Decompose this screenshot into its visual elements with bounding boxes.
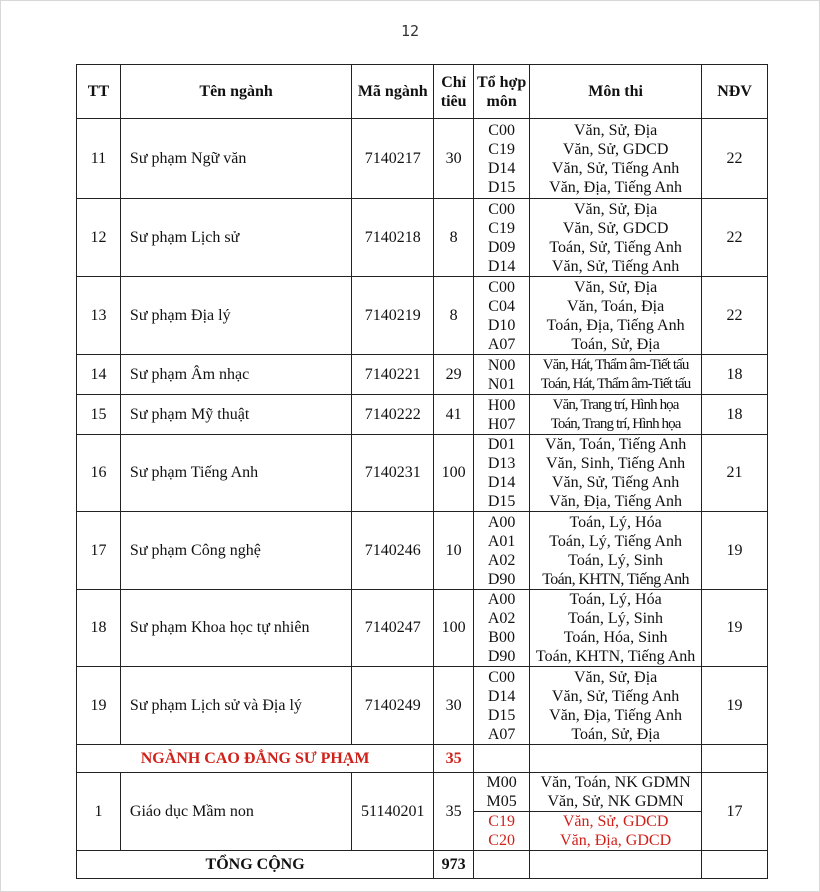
row-ndv: 19	[702, 667, 768, 745]
combo-code: A07	[487, 725, 516, 743]
section-row	[77, 745, 768, 773]
total-row	[77, 851, 768, 879]
combo-code: D09	[487, 238, 516, 256]
row-subjects	[530, 119, 702, 199]
combo-code: D90	[487, 648, 516, 665]
subject-set: Văn, Sử, Tiếng Anh	[551, 474, 680, 491]
subject-set: Văn, Toán, Tiếng Anh	[544, 436, 687, 453]
row-combos	[474, 199, 530, 277]
subject-set: Văn, Toán, NK GDMN	[540, 774, 691, 791]
row-tt: 17	[77, 512, 121, 590]
row-quota: 8	[434, 277, 474, 355]
subject-set: Toán, Hát, Thẩm âm-Tiết tấu	[540, 375, 691, 392]
combo-code: D90	[487, 570, 516, 588]
row-tt: 18	[77, 590, 121, 667]
table-row	[77, 119, 768, 199]
row-subjects	[530, 277, 702, 355]
page-number: 12	[400, 22, 420, 40]
row-combos	[474, 119, 530, 199]
combo-code: A01	[487, 532, 516, 550]
header-quota-line2: tiêu	[440, 92, 467, 110]
row-quota: 30	[434, 667, 474, 745]
row-ndv: 18	[702, 355, 768, 395]
row-combos	[474, 435, 530, 512]
combo-code: M05	[486, 793, 517, 810]
row-combos	[474, 277, 530, 355]
combo-code: D15	[487, 178, 516, 196]
subject-set: Văn, Sử, Địa	[573, 278, 658, 296]
table-row	[77, 395, 768, 435]
row-combos	[474, 395, 530, 435]
row-major-code: 7140218	[352, 199, 434, 277]
header-major-code: Mã ngành	[352, 65, 434, 119]
subject-set: Văn, Hát, Thẩm âm-Tiết tấu	[542, 356, 689, 373]
row-subjects	[530, 435, 702, 512]
subject-set: Văn, Sử, Địa	[573, 121, 658, 139]
row-quota: 29	[434, 355, 474, 395]
row-tt: 13	[77, 277, 121, 355]
subject-set: Văn, Địa, GDCD	[560, 832, 672, 849]
total-empty-ndv	[702, 851, 768, 879]
row-quota: 8	[434, 199, 474, 277]
row-tt: 16	[77, 435, 121, 512]
header-combo-line1: Tổ hợp	[476, 73, 527, 91]
subject-set: Toán, Lý, Sinh	[568, 610, 664, 627]
row-tt: 1	[77, 773, 121, 851]
row-ndv: 22	[702, 277, 768, 355]
row-major-code: 7140246	[352, 512, 434, 590]
section-quota: 35	[434, 745, 474, 773]
header-combo	[474, 65, 530, 119]
subject-set: Văn, Sử, Tiếng Anh	[551, 159, 680, 177]
combo-code: C00	[488, 200, 515, 218]
row-major-code: 7140217	[352, 119, 434, 199]
row-tt: 14	[77, 355, 121, 395]
combo-code: D14	[487, 257, 516, 275]
header-ndv: NĐV	[702, 65, 768, 119]
subject-set: Toán, Lý, Tiếng Anh	[549, 532, 682, 550]
row-major-name: Sư phạm Ngữ văn	[120, 119, 351, 199]
section-empty-combo	[474, 745, 530, 773]
row-ndv: 22	[702, 199, 768, 277]
row-major-name: Sư phạm Lịch sử và Địa lý	[120, 667, 351, 745]
combo-code: C19	[488, 140, 515, 158]
combo-code: C00	[488, 121, 515, 139]
row-ndv: 19	[702, 590, 768, 667]
row-major-code: 7140231	[352, 435, 434, 512]
row-tt: 15	[77, 395, 121, 435]
row-quota: 35	[434, 773, 474, 851]
total-label: TỔNG CỘNG	[77, 851, 434, 879]
combo-code: D14	[487, 687, 516, 705]
subject-set: Toán, KHTN, Tiếng Anh	[542, 570, 689, 588]
combo-code: D14	[487, 474, 516, 491]
subject-set: Văn, Địa, Tiếng Anh	[549, 493, 683, 510]
table-row	[77, 435, 768, 512]
header-quota-line1: Chỉ	[441, 73, 467, 91]
section-empty-ndv	[702, 745, 768, 773]
combo-code: A02	[487, 610, 516, 627]
combo-code: D15	[487, 706, 516, 724]
subject-set: Toán, Sử, Địa	[571, 335, 660, 353]
combo-code: A07	[487, 335, 516, 353]
combo-code: D01	[487, 436, 516, 453]
combo-code: B00	[488, 629, 515, 646]
row-major-name: Sư phạm Lịch sử	[120, 199, 351, 277]
row-major-name: Sư phạm Công nghệ	[120, 512, 351, 590]
subject-set: Toán, Hóa, Sinh	[563, 629, 668, 646]
subject-set: Văn, Trang trí, Hình họa	[552, 396, 679, 413]
subject-set: Toán, Địa, Tiếng Anh	[546, 316, 685, 334]
row-major-code: 7140249	[352, 667, 434, 745]
row-subjects	[530, 395, 702, 435]
table-row	[77, 590, 768, 667]
row-subjects	[530, 199, 702, 277]
combo-code: A02	[487, 551, 516, 569]
row-major-code: 7140222	[352, 395, 434, 435]
table-row	[77, 199, 768, 277]
combo-code: M00	[486, 774, 517, 791]
combo-code: D15	[487, 493, 516, 510]
header-major-name: Tên ngành	[120, 65, 351, 119]
table-row	[77, 355, 768, 395]
header-row	[77, 65, 768, 119]
subject-set: Văn, Địa, Tiếng Anh	[549, 178, 683, 196]
subject-set: Văn, Sử, NK GDMN	[547, 793, 684, 810]
subject-set: Văn, Sử, Tiếng Anh	[551, 687, 680, 705]
row-combos	[474, 355, 530, 395]
subject-set: Văn, Địa, Tiếng Anh	[549, 706, 683, 724]
section-label: NGÀNH CAO ĐẲNG SƯ PHẠM	[77, 745, 434, 773]
combo-code: D10	[487, 316, 516, 334]
table-row	[77, 773, 768, 812]
row-subjects	[530, 773, 702, 812]
row-quota: 100	[434, 435, 474, 512]
combo-code: C04	[488, 297, 515, 315]
subject-set: Văn, Sử, Địa	[573, 668, 658, 686]
subject-set: Văn, Sử, GDCD	[562, 140, 669, 158]
subject-set: Văn, Sinh, Tiếng Anh	[546, 455, 686, 472]
table-row	[77, 512, 768, 590]
combo-code: A00	[487, 591, 516, 608]
combo-code: C19	[488, 219, 515, 237]
row-combos	[474, 590, 530, 667]
row-major-name: Sư phạm Âm nhạc	[120, 355, 351, 395]
row-ndv: 19	[702, 512, 768, 590]
row-subjects	[530, 667, 702, 745]
subject-set: Văn, Sử, Tiếng Anh	[551, 257, 680, 275]
subject-set: Toán, Lý, Hóa	[569, 591, 662, 608]
combo-code: H00	[487, 396, 516, 414]
combo-code: A00	[487, 513, 516, 531]
combo-code: C00	[488, 668, 515, 686]
header-quota	[434, 65, 474, 119]
subject-set: Toán, Sử, Địa	[571, 725, 660, 743]
row-subjects	[530, 512, 702, 590]
admission-table	[76, 64, 768, 879]
combo-code: N01	[487, 375, 516, 393]
row-major-name: Sư phạm Địa lý	[120, 277, 351, 355]
row-quota: 30	[434, 119, 474, 199]
combo-code: N00	[487, 356, 516, 374]
section-empty-subjects	[530, 745, 702, 773]
subject-set: Văn, Sử, GDCD	[562, 219, 669, 237]
row-tt: 12	[77, 199, 121, 277]
row-subjects	[530, 355, 702, 395]
combo-code: H07	[487, 415, 516, 433]
table-row	[77, 667, 768, 745]
row-major-code: 7140219	[352, 277, 434, 355]
combo-code: C19	[488, 813, 515, 830]
header-subjects: Môn thi	[530, 65, 702, 119]
row-subjects-added	[530, 812, 702, 851]
header-tt: TT	[77, 65, 121, 119]
subject-set: Toán, Sử, Tiếng Anh	[549, 238, 682, 256]
row-quota: 100	[434, 590, 474, 667]
table-row	[77, 277, 768, 355]
row-major-code: 7140247	[352, 590, 434, 667]
header-combo-line2: môn	[486, 92, 517, 110]
row-ndv: 22	[702, 119, 768, 199]
row-combos	[474, 667, 530, 745]
row-major-name: Sư phạm Tiếng Anh	[120, 435, 351, 512]
total-value: 973	[434, 851, 474, 879]
subject-set: Toán, KHTN, Tiếng Anh	[535, 648, 696, 665]
subject-set: Văn, Toán, Địa	[566, 297, 665, 315]
total-empty-subjects	[530, 851, 702, 879]
row-quota: 41	[434, 395, 474, 435]
row-major-name: Sư phạm Mỹ thuật	[120, 395, 351, 435]
row-ndv: 21	[702, 435, 768, 512]
row-tt: 11	[77, 119, 121, 199]
row-ndv: 18	[702, 395, 768, 435]
combo-code: C20	[488, 832, 515, 849]
total-empty-combo	[474, 851, 530, 879]
row-quota: 10	[434, 512, 474, 590]
row-ndv: 17	[702, 773, 768, 851]
row-combos-added	[474, 812, 530, 851]
row-major-name: Giáo dục Mầm non	[120, 773, 351, 851]
combo-code: D14	[487, 159, 516, 177]
subject-set: Toán, Trang trí, Hình họa	[550, 415, 681, 432]
row-major-code: 7140221	[352, 355, 434, 395]
subject-set: Toán, Lý, Hóa	[569, 513, 662, 531]
combo-code: D13	[487, 455, 516, 472]
combo-code: C00	[488, 278, 515, 296]
row-tt: 19	[77, 667, 121, 745]
row-major-code: 51140201	[352, 773, 434, 851]
row-subjects	[530, 590, 702, 667]
subject-set: Văn, Sử, Địa	[573, 200, 658, 218]
row-major-name: Sư phạm Khoa học tự nhiên	[120, 590, 351, 667]
row-combos	[474, 773, 530, 812]
subject-set: Văn, Sử, GDCD	[562, 813, 669, 830]
row-combos	[474, 512, 530, 590]
subject-set: Toán, Lý, Sinh	[568, 551, 664, 569]
